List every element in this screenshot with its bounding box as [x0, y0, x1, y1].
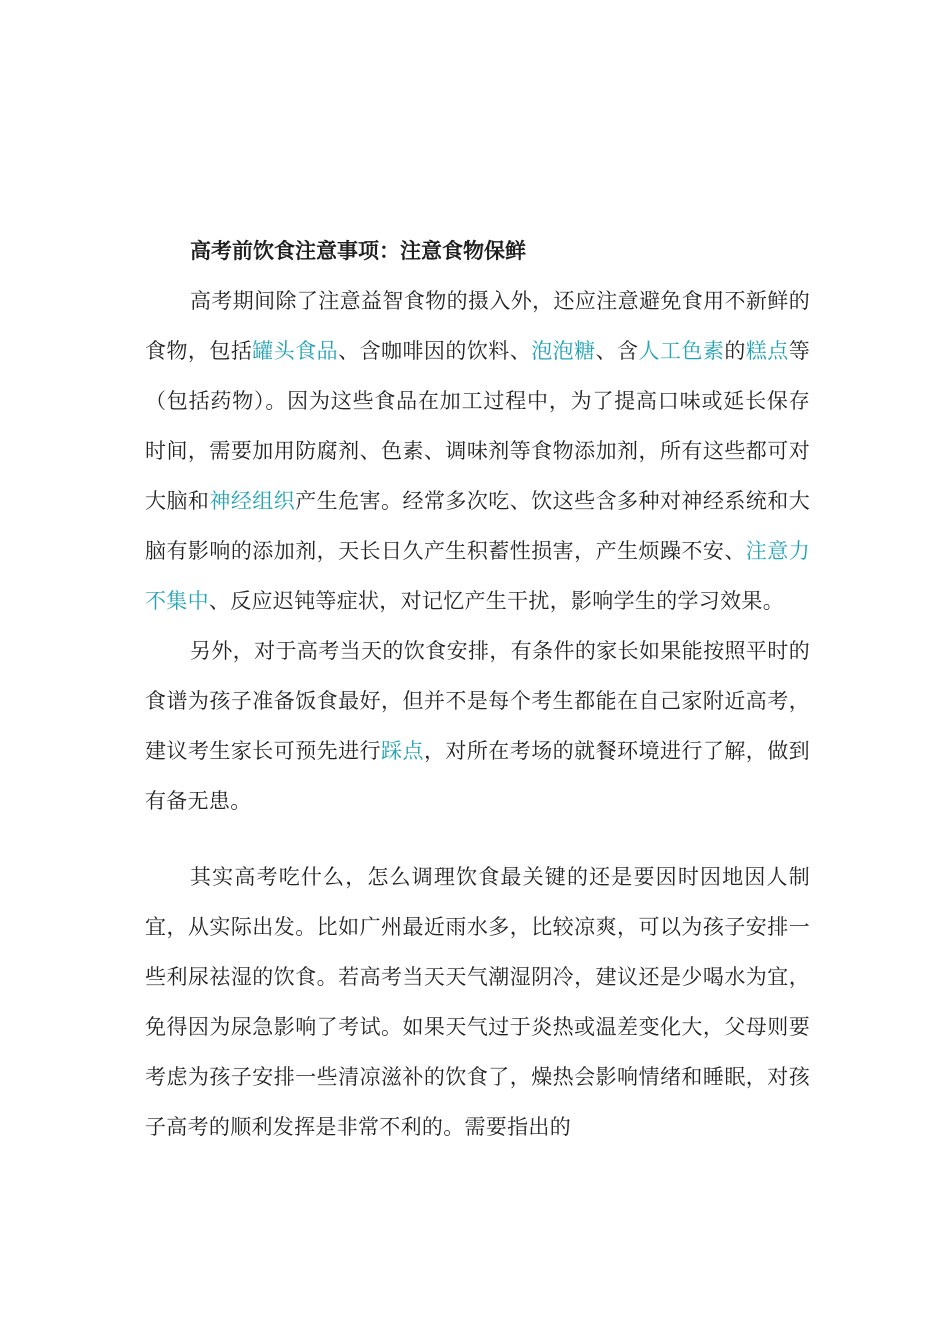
- article-body: [145, 226, 810, 1152]
- paragraph-text: 、含咖啡因的饮料、: [338, 339, 532, 363]
- link-pastry[interactable]: 糕点: [745, 339, 789, 363]
- link-bubble-gum[interactable]: 泡泡糖: [531, 339, 596, 363]
- paragraph-text: ，对所在考场的就餐环境进行了解，做到有备无患。: [145, 739, 810, 813]
- paragraph-text: 另外，对于高考当天的饮食安排，有条件的家长如果能按照平时的食谱为孩子准备饭食最好，但并不是每个考生都能在自己家附近高考，建议考生家长可预先进行: [145, 639, 810, 763]
- paragraph-exam-day-meals: [145, 626, 810, 826]
- link-site-visit[interactable]: 踩点: [381, 739, 424, 763]
- link-nerve-tissue[interactable]: 神经组织: [209, 489, 296, 513]
- paragraph-text: 、反应迟钝等症状，对记忆产生干扰，影响学生的学习效果。: [208, 589, 785, 613]
- paragraph-diet-adjustment: [145, 852, 810, 1152]
- section-heading: 高考前饮食注意事项：注意食物保鲜: [190, 238, 526, 263]
- link-artificial-coloring[interactable]: 人工色素: [638, 339, 725, 363]
- paragraph-text: 其实高考吃什么，怎么调理饮食最关键的还是要因时因地因人制宜，从实际出发。比如广州最近雨水多，比较凉爽，可以为孩子安排一些利尿祛湿的饮食。若高考当天天气潮湿阴冷，建议还是少喝水为宜，免得因为尿急影响了考试。如果天气过于炎热或温差变化大，父母则要考虑为孩子安排一些清凉滋补的饮食了，燥热会影响情绪和睡眠，对孩子高考的顺利发挥是非常不利的。需要指出的: [145, 865, 810, 1139]
- paragraph-food-freshness: [145, 276, 810, 626]
- paragraph-text: 产生危害。经常多次吃、饮这些含多种对神经系统和大脑有影响的添加剂，天长日久产生积蓄性损害，产生烦躁不安、: [145, 489, 810, 563]
- link-attention-deficit[interactable]: 注意力不集中: [145, 539, 810, 613]
- paragraph-text: 等（包括药物）。因为这些食品在加工过程中，为了提高口味或延长保存时间，需要加用防腐剂、色素、调味剂等食物添加剂，所有这些都可对大脑和: [145, 339, 811, 513]
- paragraph-text: 高考期间除了注意益智食物的摄入外，还应注意避免食用不新鲜的食物，包括: [145, 289, 810, 363]
- paragraph-text: 的: [724, 339, 746, 363]
- link-canned-food[interactable]: 罐头食品: [252, 339, 339, 363]
- paragraph-text: 、含: [595, 339, 639, 363]
